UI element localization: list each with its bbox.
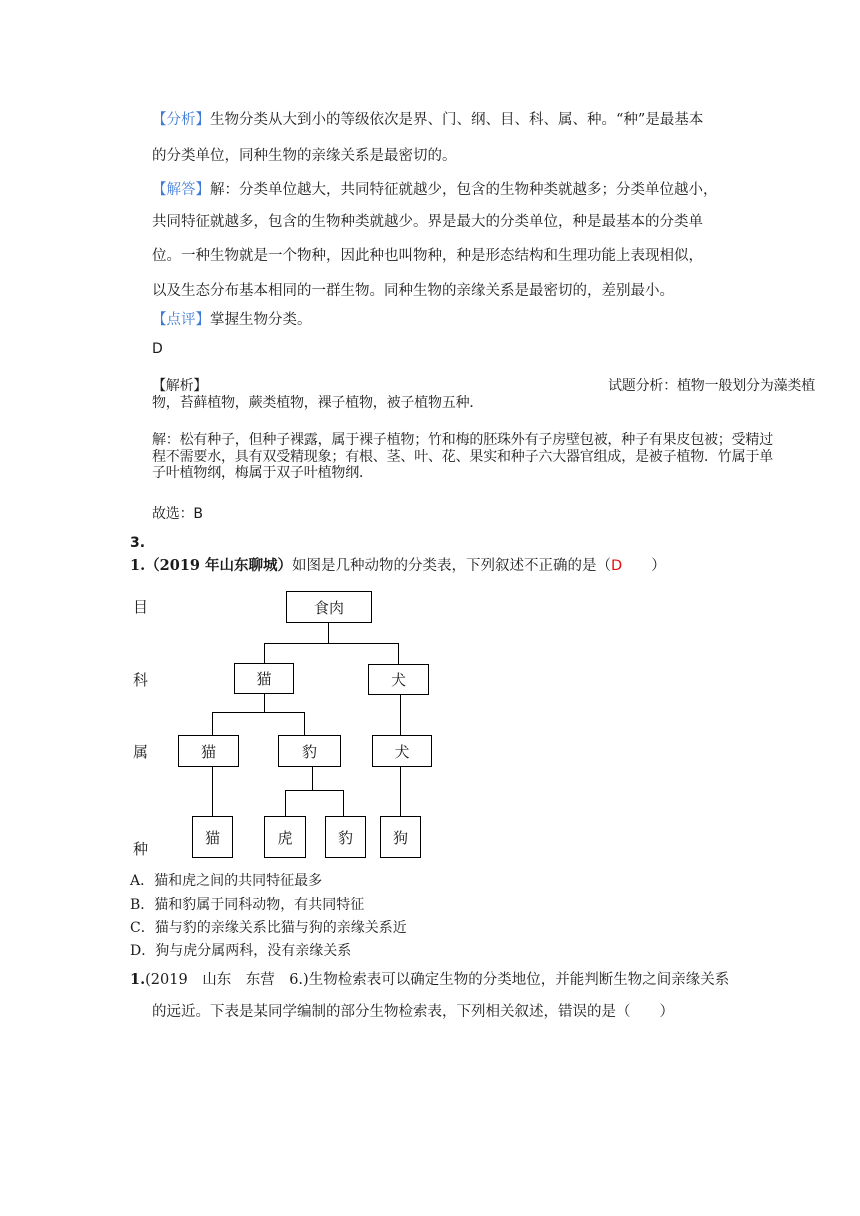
connector xyxy=(285,790,286,817)
jiexi-line-3: 解：松有种子，但种子裸露，属于裸子植物；竹和梅的胚珠外有子房壁包被，种子有果皮包被；受精过 xyxy=(152,432,773,448)
q1-option-d: D．狗与虎分属两科，没有亲缘关系 xyxy=(130,943,352,959)
answer-letter: D xyxy=(152,341,163,357)
analysis-text-1: 生物分类从大到小的等级依次是界、门、纲、目、科、属、种。“种”是最基本 xyxy=(210,112,704,128)
q1-option-a: A．猫和虎之间的共同特征最多 xyxy=(130,873,323,889)
q2-source: (2019 山东 东营 6.) xyxy=(145,972,309,988)
species-box-dog: 狗 xyxy=(380,816,421,858)
q2-number: 1. xyxy=(130,971,146,988)
rank-genus-label: 属 xyxy=(133,743,149,761)
q1-close: ） xyxy=(622,558,666,574)
q1-number: 1. xyxy=(130,557,146,574)
connector xyxy=(328,622,329,643)
connector xyxy=(312,767,313,791)
genus-box-cat: 猫 xyxy=(178,735,239,767)
connector xyxy=(212,767,213,816)
connector xyxy=(343,790,344,817)
q2-line-2: 的远近。下表是某同学编制的部分生物检索表，下列相关叙述，错误的是（ ） xyxy=(152,1004,674,1020)
q1-answer: D xyxy=(611,558,623,574)
species-box-leopard: 豹 xyxy=(325,816,366,858)
connector xyxy=(264,643,399,644)
q1-stem-line xyxy=(130,556,666,576)
connector xyxy=(398,643,399,664)
genus-box-dog: 犬 xyxy=(372,735,432,767)
connector xyxy=(285,790,344,791)
connector xyxy=(264,693,265,713)
connector xyxy=(304,712,305,736)
answer-line-2: 共同特征就越多，包含的生物种类就越少。界是最大的分类单位，种是最基本的分类单 xyxy=(152,214,703,230)
rank-family-label: 科 xyxy=(133,671,149,689)
connector xyxy=(400,767,401,817)
q1-option-b: B．猫和豹属于同科动物，有共同特征 xyxy=(130,897,365,913)
connector xyxy=(212,712,213,736)
analysis-line-2: 的分类单位，同种生物的亲缘关系是最密切的。 xyxy=(152,148,457,164)
section-number: 3. xyxy=(130,535,146,551)
species-box-tiger: 虎 xyxy=(264,816,306,858)
order-box-carnivora: 食肉 xyxy=(286,591,372,623)
answer-line-1 xyxy=(152,180,718,200)
rank-order-label: 目 xyxy=(133,598,149,616)
jiexi-line-5: 子叶植物纲，梅属于双子叶植物纲． xyxy=(152,465,373,481)
comment-tag: 【点评】 xyxy=(152,312,210,328)
analysis-line-1 xyxy=(152,110,703,130)
answer-tag: 【解答】 xyxy=(152,182,210,198)
q1-option-c: C．猫与豹的亲缘关系比猫与狗的亲缘关系近 xyxy=(130,920,407,936)
answer-line-4: 以及生态分布基本相同的一群生物。同种生物的亲缘关系是最密切的，差别最小。 xyxy=(152,283,674,299)
species-box-cat: 猫 xyxy=(192,816,233,858)
jiexi-line-4: 程不需要水，具有双受精现象；有根、茎、叶、花、果实和种子六大器官组成，是被子植物．竹属于单 xyxy=(152,449,773,465)
q2-line-1 xyxy=(130,970,729,990)
jiexi-line-2: 物，苔藓植物，蕨类植物，裸子植物，被子植物五种． xyxy=(152,395,484,411)
jiexi-tag: 【解析】 xyxy=(152,378,208,394)
connector xyxy=(400,693,401,736)
comment-line xyxy=(152,310,312,330)
analysis-tag: 【分析】 xyxy=(152,112,210,128)
family-box-dog: 犬 xyxy=(368,664,429,695)
connector xyxy=(264,643,265,664)
family-box-cat: 猫 xyxy=(234,663,294,694)
genus-box-leopard: 豹 xyxy=(278,735,341,767)
connector xyxy=(212,712,304,713)
answer-line-3: 位。一种生物就是一个物种，因此种也叫物种，种是形态结构和生理功能上表现相似， xyxy=(152,248,703,264)
q2-text-1: 生物检索表可以确定生物的分类地位，并能判断生物之间亲缘关系 xyxy=(308,972,730,988)
answer-text-1: 解：分类单位越大，共同特征就越少，包含的生物种类就越多；分类单位越小， xyxy=(210,182,718,198)
jiexi-right-text: 试题分析：植物一般划分为藻类植 xyxy=(608,378,815,394)
rank-species-label: 种 xyxy=(133,840,149,858)
comment-text: 掌握生物分类。 xyxy=(210,312,312,328)
q1-source: （2019 年山东聊城） xyxy=(145,557,293,574)
q1-stem: 如图是几种动物的分类表，下列叙述不正确的是（ xyxy=(292,558,612,574)
jiexi-choose: 故选：B xyxy=(152,506,203,522)
